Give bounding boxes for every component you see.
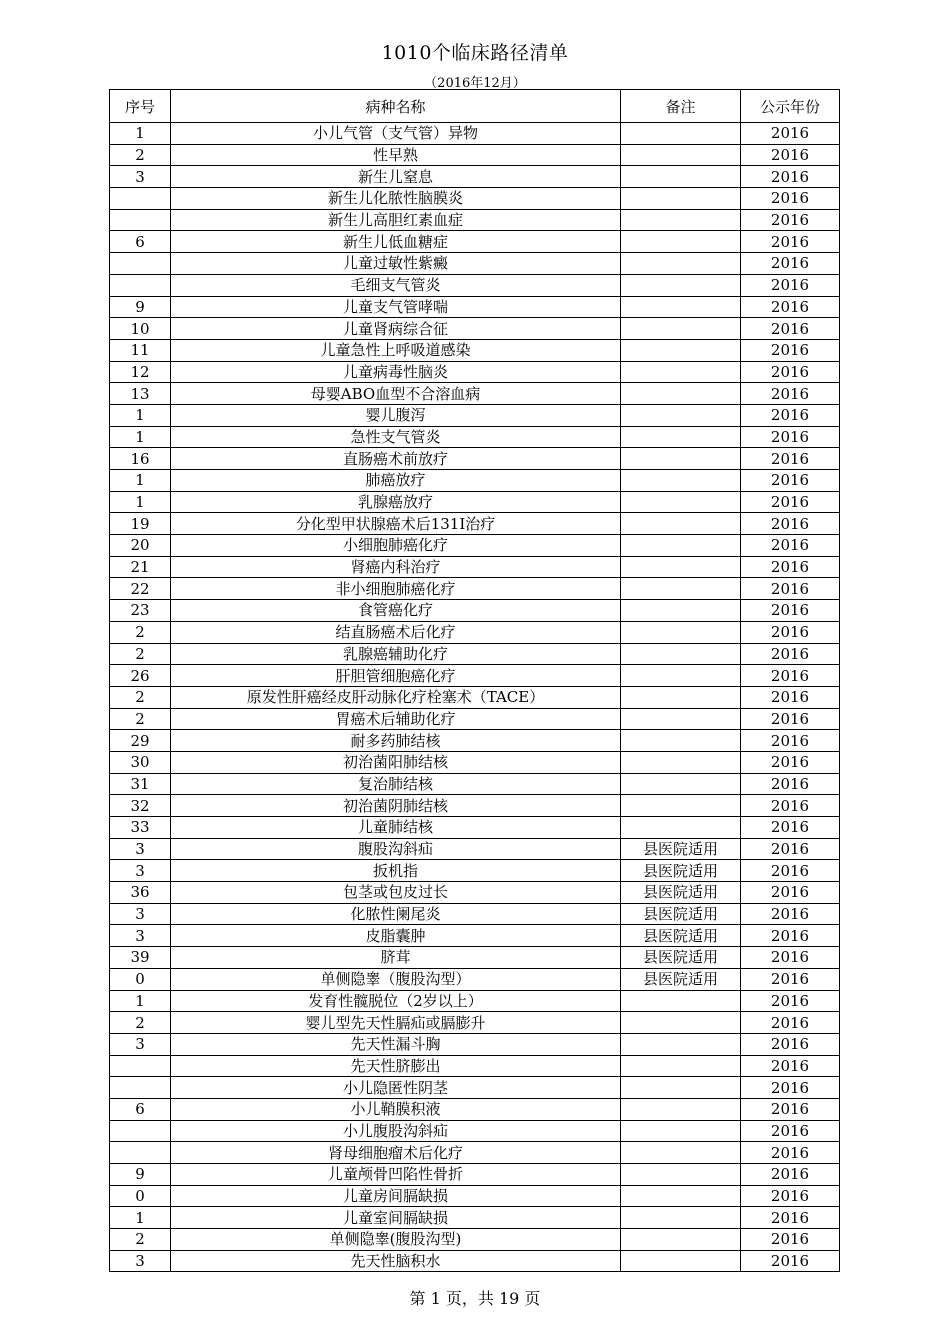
cell-index: 3 [110, 166, 171, 188]
table-row [110, 643, 840, 665]
cell-disease-name: 小儿腹股沟斜疝 [171, 1120, 621, 1142]
cell-disease-name: 小儿气管（支气管）异物 [171, 123, 621, 145]
cell-year: 2016 [741, 1077, 840, 1099]
table-row [110, 860, 840, 882]
cell-remark [621, 470, 741, 492]
table-row [110, 751, 840, 773]
cell-year: 2016 [741, 773, 840, 795]
table-row [110, 1077, 840, 1099]
cell-index: 20 [110, 535, 171, 557]
cell-disease-name: 儿童支气管哮喘 [171, 296, 621, 318]
table-row [110, 1207, 840, 1229]
cell-index: 3 [110, 903, 171, 925]
table-row [110, 188, 840, 210]
table-row [110, 448, 840, 470]
cell-remark [621, 491, 741, 513]
cell-year: 2016 [741, 925, 840, 947]
cell-remark [621, 1207, 741, 1229]
cell-index: 3 [110, 838, 171, 860]
cell-disease-name: 腹股沟斜疝 [171, 838, 621, 860]
cell-remark: 县医院适用 [621, 860, 741, 882]
cell-year: 2016 [741, 144, 840, 166]
cell-disease-name: 发育性髋脱位（2岁以上） [171, 990, 621, 1012]
cell-remark [621, 383, 741, 405]
cell-year: 2016 [741, 253, 840, 275]
table-row [110, 1142, 840, 1164]
table-row [110, 470, 840, 492]
cell-disease-name: 脐茸 [171, 947, 621, 969]
table-body [110, 123, 840, 1272]
cell-index: 9 [110, 296, 171, 318]
cell-index: 1 [110, 123, 171, 145]
table-row [110, 253, 840, 275]
cell-index: 36 [110, 882, 171, 904]
table-row [110, 817, 840, 839]
cell-disease-name: 性早熟 [171, 144, 621, 166]
cell-remark [621, 361, 741, 383]
cell-remark [621, 990, 741, 1012]
cell-index: 0 [110, 968, 171, 990]
cell-disease-name: 毛细支气管炎 [171, 274, 621, 296]
table-row [110, 838, 840, 860]
header-remark: 备注 [621, 90, 741, 123]
cell-year: 2016 [741, 339, 840, 361]
table-row [110, 209, 840, 231]
cell-disease-name: 先天性漏斗胸 [171, 1033, 621, 1055]
table-row [110, 1120, 840, 1142]
cell-remark [621, 318, 741, 340]
cell-remark [621, 643, 741, 665]
cell-index: 2 [110, 1012, 171, 1034]
cell-remark [621, 339, 741, 361]
cell-remark [621, 817, 741, 839]
cell-index: 2 [110, 621, 171, 643]
document-subtitle: （2016年12月） [424, 76, 526, 91]
cell-index: 9 [110, 1164, 171, 1186]
cell-disease-name: 非小细胞肺癌化疗 [171, 578, 621, 600]
cell-year: 2016 [741, 860, 840, 882]
cell-index [110, 1120, 171, 1142]
cell-disease-name: 单侧隐睾(腹股沟型) [171, 1229, 621, 1251]
cell-index: 3 [110, 1250, 171, 1272]
cell-year: 2016 [741, 1229, 840, 1251]
cell-remark [621, 773, 741, 795]
cell-index: 6 [110, 1098, 171, 1120]
cell-year: 2016 [741, 556, 840, 578]
cell-disease-name: 肾母细胞瘤术后化疗 [171, 1142, 621, 1164]
cell-disease-name: 食管癌化疗 [171, 600, 621, 622]
table-row [110, 665, 840, 687]
table-row [110, 621, 840, 643]
cell-remark [621, 1098, 741, 1120]
cell-remark [621, 404, 741, 426]
header-year: 公示年份 [741, 90, 840, 123]
cell-year: 2016 [741, 990, 840, 1012]
table-row [110, 578, 840, 600]
cell-disease-name: 单侧隐睾（腹股沟型） [171, 968, 621, 990]
cell-remark [621, 1250, 741, 1272]
table-row [110, 383, 840, 405]
cell-disease-name: 肺癌放疗 [171, 470, 621, 492]
cell-disease-name: 婴儿腹泻 [171, 404, 621, 426]
cell-disease-name: 婴儿型先天性膈疝或膈膨升 [171, 1012, 621, 1034]
cell-remark [621, 621, 741, 643]
cell-remark [621, 1033, 741, 1055]
cell-remark [621, 1012, 741, 1034]
cell-year: 2016 [741, 1055, 840, 1077]
cell-index: 0 [110, 1185, 171, 1207]
cell-disease-name: 新生儿化脓性脑膜炎 [171, 188, 621, 210]
cell-index: 3 [110, 1033, 171, 1055]
cell-year: 2016 [741, 1033, 840, 1055]
cell-disease-name: 初治菌阳肺结核 [171, 751, 621, 773]
table-row [110, 1012, 840, 1034]
cell-index: 2 [110, 1229, 171, 1251]
cell-year: 2016 [741, 470, 840, 492]
cell-index: 13 [110, 383, 171, 405]
cell-remark [621, 578, 741, 600]
table-row [110, 1033, 840, 1055]
cell-year: 2016 [741, 665, 840, 687]
cell-year: 2016 [741, 1185, 840, 1207]
cell-year: 2016 [741, 578, 840, 600]
cell-disease-name: 儿童肾病综合征 [171, 318, 621, 340]
cell-index: 12 [110, 361, 171, 383]
cell-disease-name: 先天性脐膨出 [171, 1055, 621, 1077]
cell-index [110, 188, 171, 210]
cell-year: 2016 [741, 1012, 840, 1034]
cell-disease-name: 儿童颅骨凹陷性骨折 [171, 1164, 621, 1186]
cell-disease-name: 结直肠癌术后化疗 [171, 621, 621, 643]
cell-index: 2 [110, 708, 171, 730]
cell-remark [621, 231, 741, 253]
cell-year: 2016 [741, 404, 840, 426]
page-footer: 第 1 页，共 19 页 [409, 1289, 541, 1308]
cell-remark [621, 665, 741, 687]
cell-index: 2 [110, 643, 171, 665]
cell-year: 2016 [741, 361, 840, 383]
cell-index [110, 209, 171, 231]
cell-year: 2016 [741, 318, 840, 340]
cell-remark: 县医院适用 [621, 882, 741, 904]
cell-remark [621, 123, 741, 145]
cell-year: 2016 [741, 686, 840, 708]
table-row [110, 730, 840, 752]
cell-year: 2016 [741, 968, 840, 990]
table-row [110, 513, 840, 535]
cell-disease-name: 包茎或包皮过长 [171, 882, 621, 904]
cell-index [110, 253, 171, 275]
cell-index: 29 [110, 730, 171, 752]
cell-index: 2 [110, 144, 171, 166]
cell-index: 31 [110, 773, 171, 795]
cell-remark [621, 426, 741, 448]
cell-disease-name: 儿童室间膈缺损 [171, 1207, 621, 1229]
cell-index: 1 [110, 491, 171, 513]
cell-remark [621, 1142, 741, 1164]
cell-year: 2016 [741, 643, 840, 665]
cell-index: 6 [110, 231, 171, 253]
cell-remark [621, 448, 741, 470]
cell-disease-name: 直肠癌术前放疗 [171, 448, 621, 470]
cell-year: 2016 [741, 621, 840, 643]
table-row [110, 404, 840, 426]
cell-remark [621, 1055, 741, 1077]
cell-year: 2016 [741, 231, 840, 253]
cell-index [110, 1077, 171, 1099]
cell-index: 1 [110, 470, 171, 492]
table-header-row [110, 90, 840, 123]
cell-year: 2016 [741, 947, 840, 969]
cell-disease-name: 乳腺癌辅助化疗 [171, 643, 621, 665]
cell-remark [621, 751, 741, 773]
cell-year: 2016 [741, 274, 840, 296]
cell-index: 1 [110, 404, 171, 426]
cell-index: 30 [110, 751, 171, 773]
cell-year: 2016 [741, 1142, 840, 1164]
table-row [110, 426, 840, 448]
document-title: 1010个临床路径清单 [381, 42, 569, 64]
table-row [110, 491, 840, 513]
cell-index: 1 [110, 426, 171, 448]
table-row [110, 1250, 840, 1272]
cell-year: 2016 [741, 166, 840, 188]
cell-disease-name: 耐多药肺结核 [171, 730, 621, 752]
cell-remark [621, 513, 741, 535]
cell-disease-name: 化脓性阑尾炎 [171, 903, 621, 925]
cell-index: 19 [110, 513, 171, 535]
cell-year: 2016 [741, 751, 840, 773]
table-row [110, 144, 840, 166]
cell-year: 2016 [741, 817, 840, 839]
table-row [110, 947, 840, 969]
cell-disease-name: 先天性脑积水 [171, 1250, 621, 1272]
cell-index: 39 [110, 947, 171, 969]
cell-disease-name: 儿童过敏性紫癜 [171, 253, 621, 275]
cell-disease-name: 肾癌内科治疗 [171, 556, 621, 578]
cell-year: 2016 [741, 795, 840, 817]
cell-index [110, 1142, 171, 1164]
cell-year: 2016 [741, 491, 840, 513]
cell-year: 2016 [741, 882, 840, 904]
table-row [110, 231, 840, 253]
table-row [110, 556, 840, 578]
cell-remark: 县医院适用 [621, 838, 741, 860]
cell-year: 2016 [741, 188, 840, 210]
table-row [110, 274, 840, 296]
cell-index: 1 [110, 990, 171, 1012]
table-row [110, 1098, 840, 1120]
cell-remark [621, 188, 741, 210]
cell-index: 23 [110, 600, 171, 622]
table-row [110, 925, 840, 947]
table-row [110, 903, 840, 925]
cell-remark: 县医院适用 [621, 903, 741, 925]
cell-index: 2 [110, 686, 171, 708]
table-row [110, 361, 840, 383]
cell-disease-name: 新生儿窒息 [171, 166, 621, 188]
cell-remark [621, 296, 741, 318]
cell-year: 2016 [741, 513, 840, 535]
cell-year: 2016 [741, 1164, 840, 1186]
cell-year: 2016 [741, 903, 840, 925]
cell-year: 2016 [741, 426, 840, 448]
cell-year: 2016 [741, 1250, 840, 1272]
cell-index: 3 [110, 860, 171, 882]
cell-remark [621, 166, 741, 188]
cell-year: 2016 [741, 838, 840, 860]
cell-remark [621, 274, 741, 296]
cell-remark [621, 1164, 741, 1186]
cell-remark [621, 535, 741, 557]
header-index: 序号 [110, 90, 171, 123]
cell-disease-name: 皮脂囊肿 [171, 925, 621, 947]
table-row [110, 123, 840, 145]
cell-disease-name: 胃癌术后辅助化疗 [171, 708, 621, 730]
cell-remark [621, 209, 741, 231]
cell-disease-name: 儿童病毒性脑炎 [171, 361, 621, 383]
cell-disease-name: 儿童急性上呼吸道感染 [171, 339, 621, 361]
table-row [110, 795, 840, 817]
cell-year: 2016 [741, 383, 840, 405]
cell-index [110, 274, 171, 296]
cell-index: 10 [110, 318, 171, 340]
cell-remark [621, 1229, 741, 1251]
cell-remark: 县医院适用 [621, 947, 741, 969]
cell-disease-name: 小儿鞘膜积液 [171, 1098, 621, 1120]
cell-disease-name: 肝胆管细胞癌化疗 [171, 665, 621, 687]
table-row [110, 773, 840, 795]
cell-remark [621, 1077, 741, 1099]
cell-disease-name: 乳腺癌放疗 [171, 491, 621, 513]
cell-disease-name: 复治肺结核 [171, 773, 621, 795]
table-row [110, 166, 840, 188]
cell-remark [621, 144, 741, 166]
table-row [110, 339, 840, 361]
table-row [110, 318, 840, 340]
table-row [110, 296, 840, 318]
cell-year: 2016 [741, 535, 840, 557]
cell-remark [621, 795, 741, 817]
cell-index: 3 [110, 925, 171, 947]
cell-year: 2016 [741, 600, 840, 622]
cell-year: 2016 [741, 1120, 840, 1142]
cell-year: 2016 [741, 730, 840, 752]
cell-year: 2016 [741, 1207, 840, 1229]
cell-disease-name: 小儿隐匿性阴茎 [171, 1077, 621, 1099]
cell-disease-name: 初治菌阴肺结核 [171, 795, 621, 817]
cell-year: 2016 [741, 1098, 840, 1120]
cell-index: 26 [110, 665, 171, 687]
cell-index [110, 1055, 171, 1077]
cell-disease-name: 新生儿低血糖症 [171, 231, 621, 253]
cell-remark: 县医院适用 [621, 925, 741, 947]
table-row [110, 535, 840, 557]
cell-index: 16 [110, 448, 171, 470]
cell-remark [621, 556, 741, 578]
cell-remark [621, 600, 741, 622]
table-row [110, 882, 840, 904]
cell-index: 11 [110, 339, 171, 361]
cell-year: 2016 [741, 708, 840, 730]
cell-index: 32 [110, 795, 171, 817]
cell-index: 21 [110, 556, 171, 578]
table-row [110, 708, 840, 730]
cell-year: 2016 [741, 209, 840, 231]
cell-remark [621, 730, 741, 752]
cell-remark: 县医院适用 [621, 968, 741, 990]
table-row [110, 600, 840, 622]
cell-disease-name: 急性支气管炎 [171, 426, 621, 448]
cell-year: 2016 [741, 123, 840, 145]
table-row [110, 1185, 840, 1207]
cell-disease-name: 儿童肺结核 [171, 817, 621, 839]
cell-remark [621, 708, 741, 730]
pathway-table [109, 89, 840, 1272]
cell-remark [621, 253, 741, 275]
table-row [110, 686, 840, 708]
table-row [110, 1055, 840, 1077]
cell-disease-name: 扳机指 [171, 860, 621, 882]
cell-index: 1 [110, 1207, 171, 1229]
cell-disease-name: 母婴ABO血型不合溶血病 [171, 383, 621, 405]
cell-remark [621, 1185, 741, 1207]
cell-year: 2016 [741, 296, 840, 318]
table-row [110, 1164, 840, 1186]
table-row [110, 990, 840, 1012]
header-disease-name: 病种名称 [171, 90, 621, 123]
cell-remark [621, 1120, 741, 1142]
cell-disease-name: 儿童房间膈缺损 [171, 1185, 621, 1207]
cell-remark [621, 686, 741, 708]
cell-index: 33 [110, 817, 171, 839]
cell-index: 22 [110, 578, 171, 600]
table-row [110, 1229, 840, 1251]
cell-disease-name: 分化型甲状腺癌术后131I治疗 [171, 513, 621, 535]
cell-disease-name: 原发性肝癌经皮肝动脉化疗栓塞术（TACE） [171, 686, 621, 708]
cell-year: 2016 [741, 448, 840, 470]
table-row [110, 968, 840, 990]
cell-disease-name: 小细胞肺癌化疗 [171, 535, 621, 557]
cell-disease-name: 新生儿高胆红素血症 [171, 209, 621, 231]
